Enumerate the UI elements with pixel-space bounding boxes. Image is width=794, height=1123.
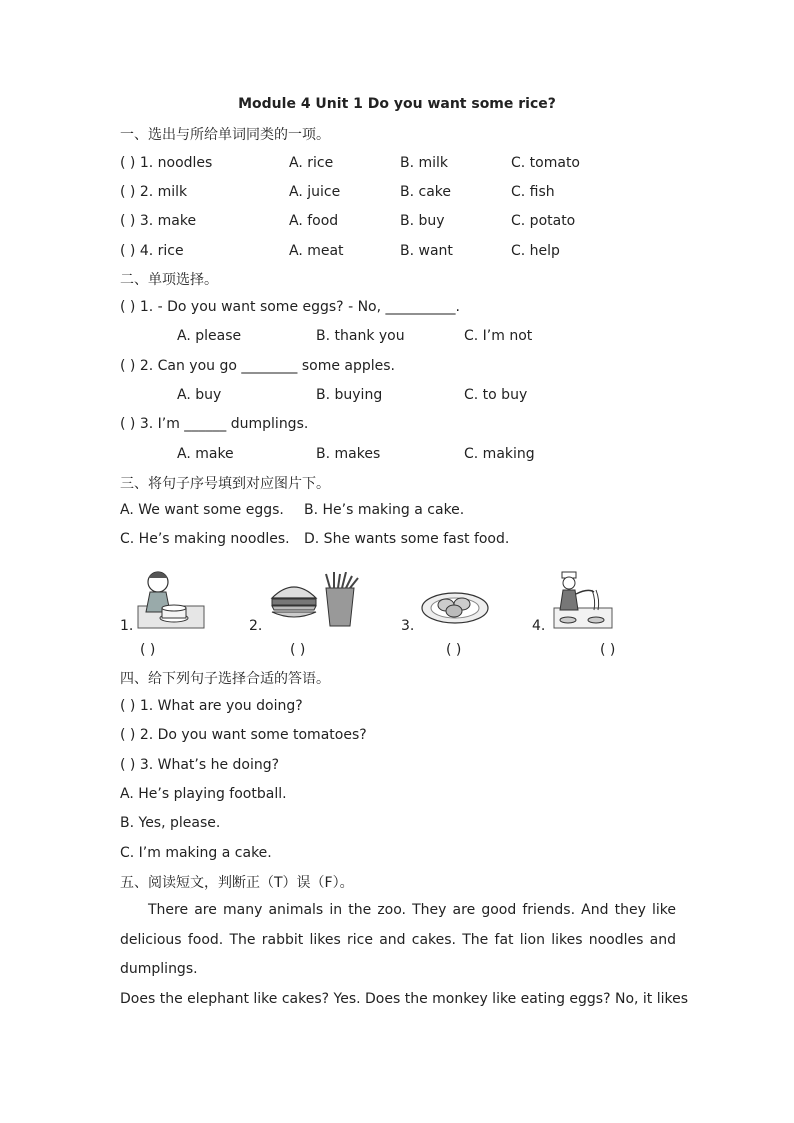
s2-q3-b: B. makes bbox=[316, 446, 381, 462]
chef-making-noodles-picture bbox=[552, 570, 616, 630]
s4-q2-text: ( ) 2. Do you want some tomatoes? bbox=[120, 727, 367, 743]
section-1-heading: 一、选出与所给单词同类的一项。 bbox=[120, 127, 330, 143]
s2-q2-text: ( ) 2. Can you go ________ some apples. bbox=[120, 358, 395, 374]
section-5-heading: 五、阅读短文，判断正（T）误（F）。 bbox=[120, 875, 354, 891]
s2-q1-text: ( ) 1. - Do you want some eggs? - No, __________. bbox=[120, 299, 460, 315]
reading-passage bbox=[120, 896, 689, 1014]
s2-q3-c: C. making bbox=[464, 446, 535, 462]
s1-q1-a: A. rice bbox=[289, 155, 334, 171]
boy-making-cake-picture bbox=[134, 566, 208, 630]
s1-q2: ( ) 2. milk bbox=[120, 184, 188, 200]
s1-q2-c: C. fish bbox=[511, 184, 555, 200]
s2-q1-a: A. please bbox=[177, 328, 242, 344]
s2-q2-b: B. buying bbox=[316, 387, 383, 403]
section-4-heading: 四、给下列句子选择合适的答语。 bbox=[120, 671, 330, 687]
s1-q4-c: C. help bbox=[511, 243, 560, 259]
s4-q3-text: ( ) 3. What’s he doing? bbox=[120, 757, 280, 773]
s1-q4-b: B. want bbox=[400, 243, 453, 259]
s2-q2-a: A. buy bbox=[177, 387, 222, 403]
s4-answer-c-text: C. I’m making a cake. bbox=[120, 845, 272, 861]
s4-q1-text: ( ) 1. What are you doing? bbox=[120, 698, 303, 714]
passage-paragraph-1: There are many animals in the zoo. They are good friends. And they like delicious food. The rabbit likes rice and cakes. The fat lion likes noodles and dumplings. bbox=[120, 902, 676, 977]
s1-q2-a: A. juice bbox=[289, 184, 341, 200]
s3-sentence-a: A. We want some eggs. bbox=[120, 502, 284, 518]
s1-q4: ( ) 4. rice bbox=[120, 243, 184, 259]
section-2-heading: 二、单项选择。 bbox=[120, 272, 218, 288]
s2-q1-c: C. I’m not bbox=[464, 328, 533, 344]
s1-q2-b: B. cake bbox=[400, 184, 452, 200]
s1-q4-a: A. meat bbox=[289, 243, 344, 259]
s4-answer-a-text: A. He’s playing football. bbox=[120, 786, 287, 802]
s3-sentence-d: D. She wants some fast food. bbox=[304, 531, 510, 547]
s4-answer-b-text: B. Yes, please. bbox=[120, 815, 221, 831]
answer-paren-1: ( ) bbox=[140, 642, 156, 658]
s1-q3-c: C. potato bbox=[511, 213, 576, 229]
answer-paren-2: ( ) bbox=[290, 642, 306, 658]
s1-q3-a: A. food bbox=[289, 213, 339, 229]
s2-q2-c: C. to buy bbox=[464, 387, 528, 403]
answer-paren-3: ( ) bbox=[446, 642, 462, 658]
picture-label-1: 1. bbox=[120, 618, 134, 634]
passage-paragraph-2: Does the elephant like cakes? Yes. Does the monkey like eating eggs? No, it likes bbox=[120, 990, 689, 1007]
s1-q3-b: B. buy bbox=[400, 213, 445, 229]
s1-q3: ( ) 3. make bbox=[120, 213, 197, 229]
section-3-heading: 三、将句子序号填到对应图片下。 bbox=[120, 476, 330, 492]
answer-paren-4: ( ) bbox=[600, 642, 616, 658]
picture-label-3: 3. bbox=[401, 618, 415, 634]
s3-sentence-c: C. He’s making noodles. bbox=[120, 531, 290, 547]
s2-q3-text: ( ) 3. I’m ______ dumplings. bbox=[120, 416, 309, 432]
plate-of-eggs-picture bbox=[420, 586, 490, 626]
s2-q3-a: A. make bbox=[177, 446, 234, 462]
s3-sentence-b: B. He’s making a cake. bbox=[304, 502, 465, 518]
page-title: Module 4 Unit 1 Do you want some rice? bbox=[238, 96, 556, 112]
fast-food-picture bbox=[268, 572, 362, 628]
picture-label-4: 4. bbox=[532, 618, 546, 634]
s1-q1-c: C. tomato bbox=[511, 155, 581, 171]
picture-label-2: 2. bbox=[249, 618, 263, 634]
s1-q1-b: B. milk bbox=[400, 155, 449, 171]
s2-q1-b: B. thank you bbox=[316, 328, 405, 344]
s1-q1: ( ) 1. noodles bbox=[120, 155, 213, 171]
